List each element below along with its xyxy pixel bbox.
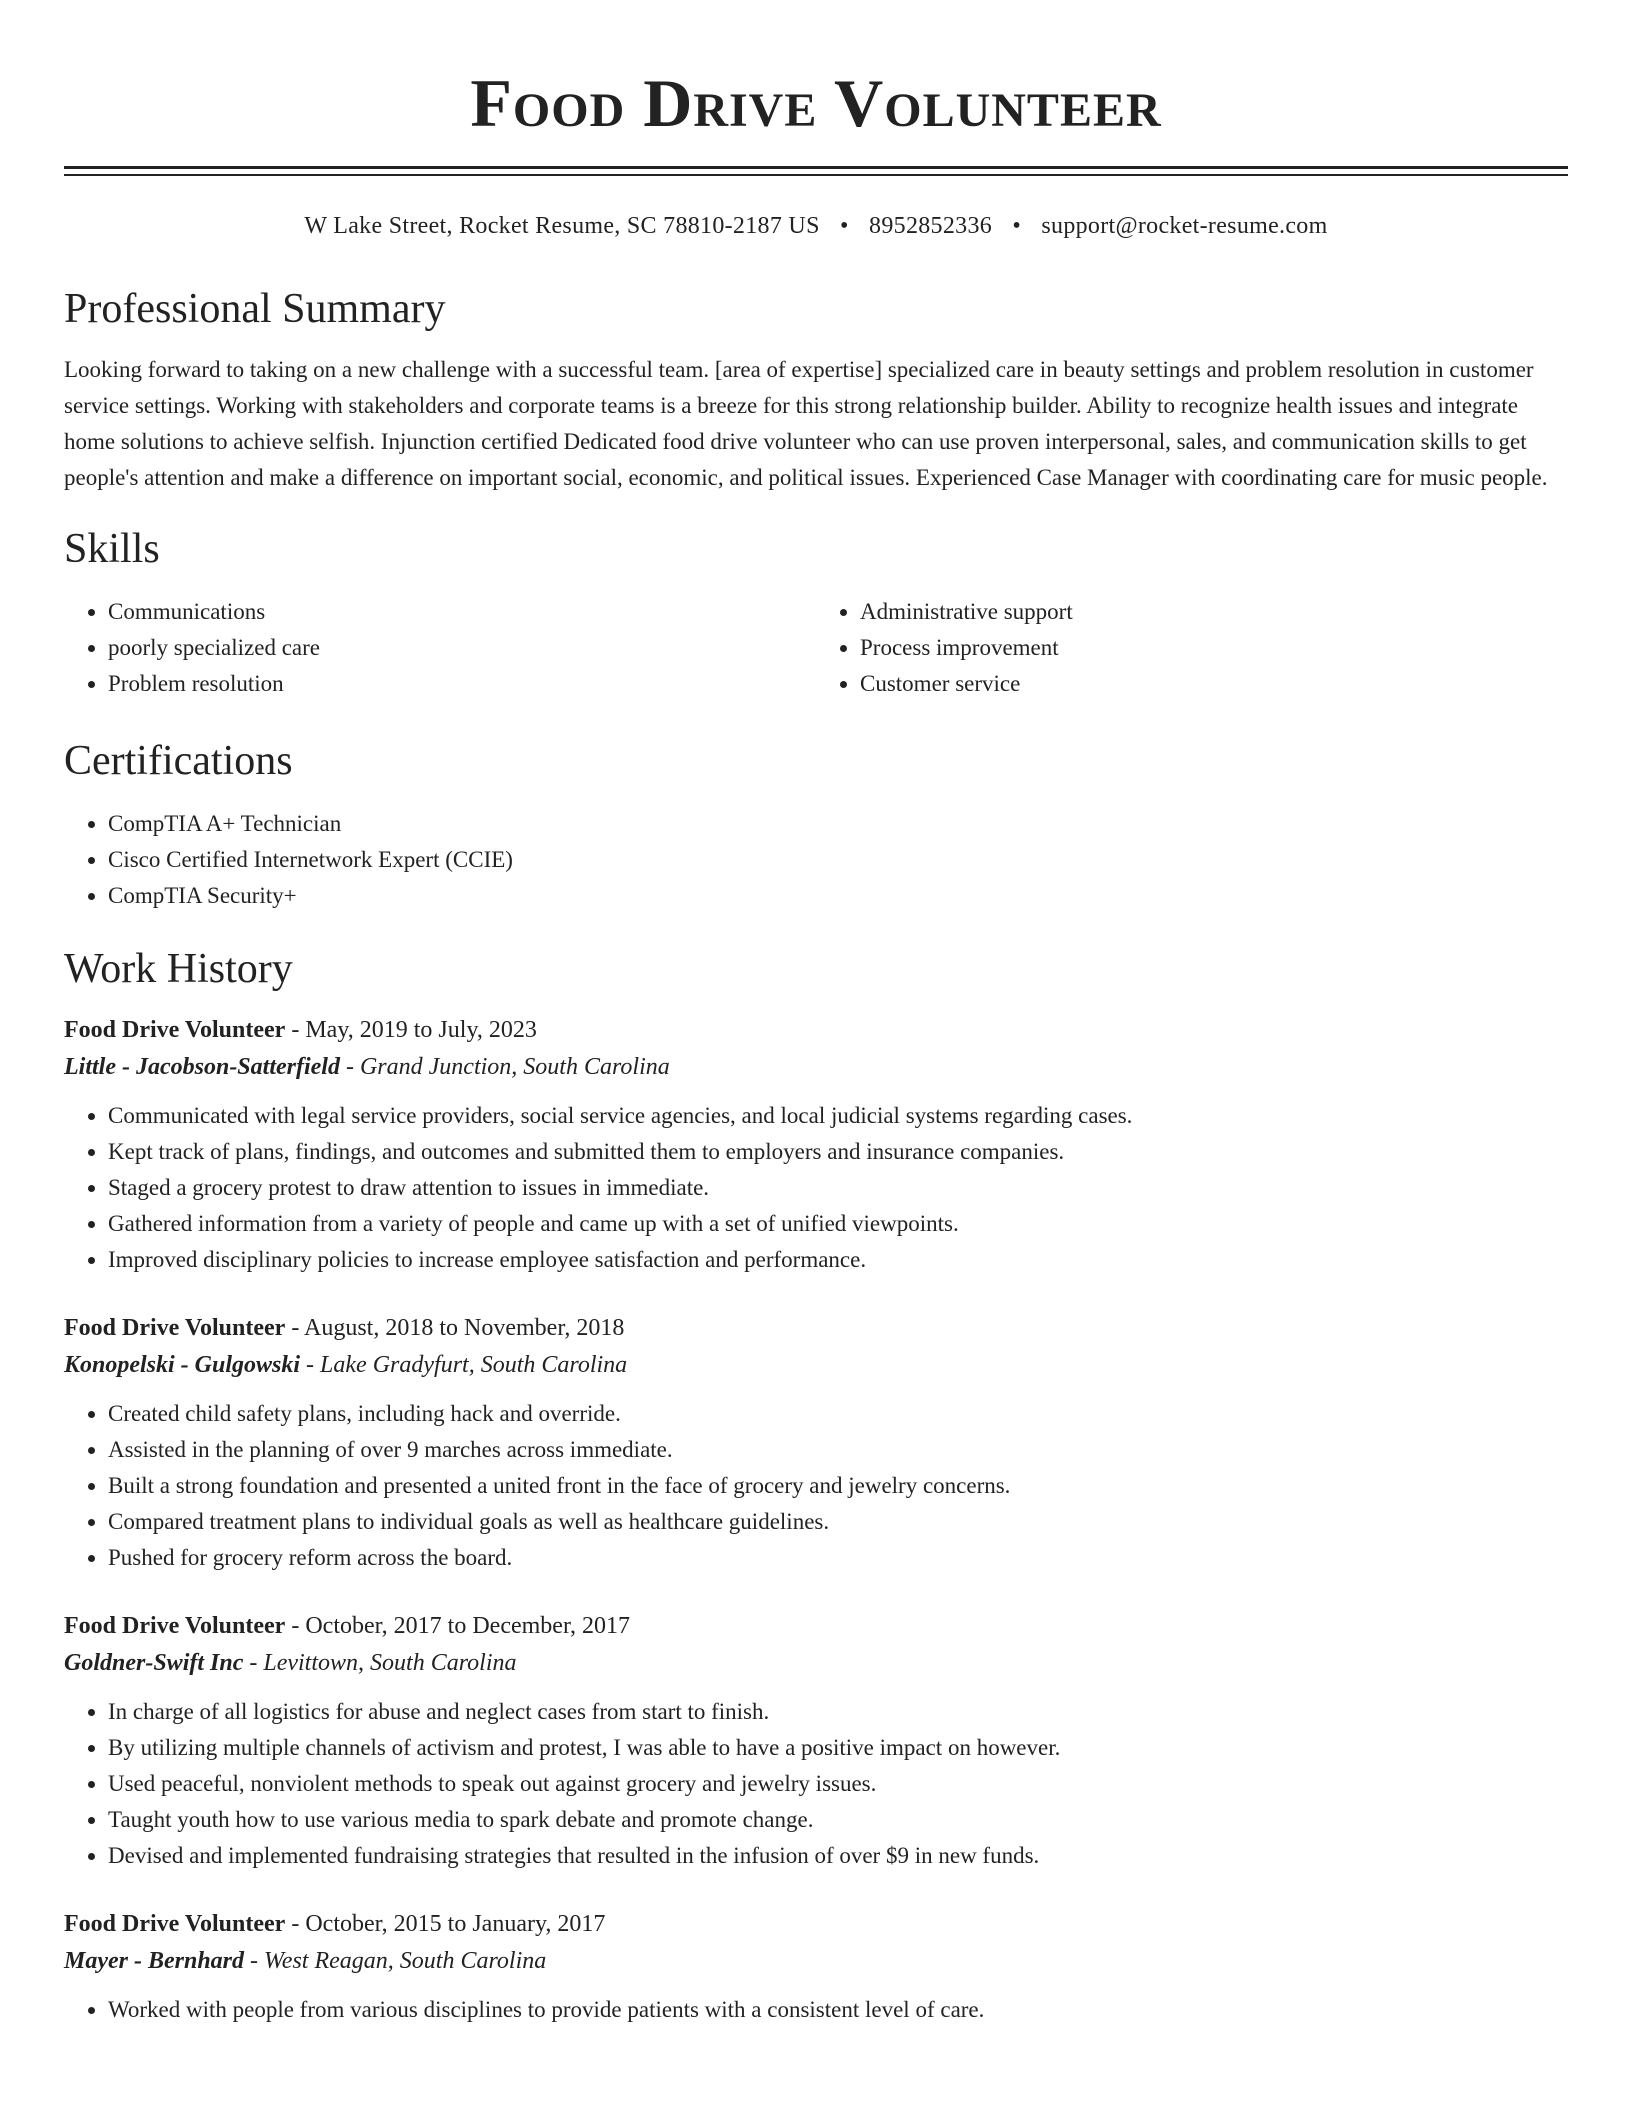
job-bullets xyxy=(64,1992,1568,2028)
job-company: Konopelski - Gulgowski xyxy=(64,1352,301,1378)
job-entry xyxy=(64,1608,1568,1874)
job-dash: - xyxy=(285,1613,306,1639)
job-location: Lake Gradyfurt, South Carolina xyxy=(320,1352,628,1378)
job-company: Little - Jacobson-Satterfield xyxy=(64,1054,340,1080)
job-role: Food Drive Volunteer xyxy=(64,1315,286,1341)
job-company-line xyxy=(64,1346,1568,1384)
job-entry xyxy=(64,1012,1568,1278)
job-dash: - xyxy=(244,1948,265,1974)
job-entry xyxy=(64,1906,1568,2028)
skill-item: • Administrative support xyxy=(860,594,1568,630)
job-company-line xyxy=(64,1048,1568,1086)
job-bullet: • Built a strong foundation and presented a united front in the face of grocery and jewelry concerns. xyxy=(108,1468,1568,1504)
job-bullet: • Improved disciplinary policies to increase employee satisfaction and performance. xyxy=(108,1242,1568,1278)
contact-line xyxy=(64,210,1568,242)
certifications-heading: Certifications xyxy=(64,738,293,784)
job-company-line xyxy=(64,1942,1568,1980)
certification-item: • Cisco Certified Internetwork Expert (CCIE) xyxy=(108,842,1568,878)
job-company-line xyxy=(64,1644,1568,1682)
job-bullet: • In charge of all logistics for abuse and neglect cases from start to finish. xyxy=(108,1694,1568,1730)
skills-list xyxy=(64,594,1568,702)
resume-page xyxy=(64,0,1568,2028)
contact-email: support@rocket-resume.com xyxy=(1041,213,1328,239)
contact-phone: 8952852336 xyxy=(869,213,993,239)
job-bullet: • Pushed for grocery reform across the board. xyxy=(108,1540,1568,1576)
skill-item: • Communications xyxy=(108,594,816,630)
job-bullet: • By utilizing multiple channels of activism and protest, I was able to have a positive impact on however. xyxy=(108,1730,1568,1766)
job-dash: - xyxy=(339,1054,360,1080)
job-title-line xyxy=(64,1906,1568,1942)
job-bullet: • Compared treatment plans to individual goals as well as healthcare guidelines. xyxy=(108,1504,1568,1540)
skill-item: • Process improvement xyxy=(860,630,1568,666)
job-location: Grand Junction, South Carolina xyxy=(359,1054,670,1080)
certification-item: • CompTIA Security+ xyxy=(108,878,1568,914)
skills-column-right xyxy=(816,594,1568,702)
contact-address: W Lake Street, Rocket Resume, SC 78810-2187 US xyxy=(304,213,820,239)
job-dates: May, 2019 to July, 2023 xyxy=(305,1017,537,1043)
job-dash: - xyxy=(285,1315,304,1341)
job-title-line xyxy=(64,1012,1568,1048)
summary-heading: Professional Summary xyxy=(64,286,446,332)
job-role: Food Drive Volunteer xyxy=(64,1017,286,1043)
job-bullet: • Worked with people from various disciplines to provide patients with a consistent level of care. xyxy=(108,1992,1568,2028)
resume-title: Food Drive Volunteer xyxy=(470,65,1162,141)
job-dates: August, 2018 to November, 2018 xyxy=(304,1315,625,1341)
job-company: Mayer - Bernhard xyxy=(64,1948,245,1974)
contact-separator: • xyxy=(1012,213,1022,239)
job-dash: - xyxy=(285,1017,306,1043)
job-bullet: • Created child safety plans, including hack and override. xyxy=(108,1396,1568,1432)
job-dates: October, 2017 to December, 2017 xyxy=(305,1613,630,1639)
job-bullets xyxy=(64,1396,1568,1576)
job-dash: - xyxy=(285,1911,306,1937)
job-location: West Reagan, South Carolina xyxy=(264,1948,547,1974)
job-bullet: • Gathered information from a variety of people and came up with a set of unified viewpoints. xyxy=(108,1206,1568,1242)
skill-item: • Problem resolution xyxy=(108,666,816,702)
skill-item: • poorly specialized care xyxy=(108,630,816,666)
job-title-line xyxy=(64,1310,1568,1346)
contact-separator: • xyxy=(840,213,849,239)
job-bullet: • Kept track of plans, findings, and outcomes and submitted them to employers and insurance companies. xyxy=(108,1134,1568,1170)
title-divider-thin xyxy=(64,174,1568,176)
work-history-heading: Work History xyxy=(64,946,293,992)
job-bullet: • Communicated with legal service providers, social service agencies, and local judicial systems regarding cases. xyxy=(108,1098,1568,1134)
job-bullet: • Used peaceful, nonviolent methods to speak out against grocery and jewelry issues. xyxy=(108,1766,1568,1802)
certification-item: • CompTIA A+ Technician xyxy=(108,806,1568,842)
job-dates: October, 2015 to January, 2017 xyxy=(305,1911,606,1937)
job-bullet: • Devised and implemented fundraising strategies that resulted in the infusion of over $9 in new funds. xyxy=(108,1838,1568,1874)
job-role: Food Drive Volunteer xyxy=(64,1613,286,1639)
skill-item: • Customer service xyxy=(860,666,1568,702)
job-bullet: • Staged a grocery protest to draw attention to issues in immediate. xyxy=(108,1170,1568,1206)
certifications-list xyxy=(64,806,1568,914)
job-company: Goldner-Swift Inc xyxy=(64,1650,244,1676)
title-divider-thick xyxy=(64,166,1568,169)
job-location: Levittown, South Carolina xyxy=(263,1650,517,1676)
job-role: Food Drive Volunteer xyxy=(64,1911,286,1937)
job-bullets xyxy=(64,1098,1568,1278)
job-entry xyxy=(64,1310,1568,1576)
job-bullet: • Assisted in the planning of over 9 marches across immediate. xyxy=(108,1432,1568,1468)
job-dash: - xyxy=(300,1352,321,1378)
skills-heading: Skills xyxy=(64,526,160,572)
job-bullets xyxy=(64,1694,1568,1874)
job-dash: - xyxy=(243,1650,264,1676)
job-bullet: • Taught youth how to use various media to spark debate and promote change. xyxy=(108,1802,1568,1838)
summary-text: Looking forward to taking on a new challenge with a successful team. [area of expertise] specialized care in beauty settings and problem resolution in customer service settings. Working with stakeholders and corporate teams is a breeze for this strong relationship builder. Ability to recognize health issues and integrate home solutions to achieve selfish. Injunction certified Dedicated food drive volunteer who can use proven interpersonal, sales, and communication skills to get people's attention and make a difference on important social, economic, and political issues. Experienced Case Manager with coordinating care for music people. xyxy=(64,357,1548,490)
job-title-line xyxy=(64,1608,1568,1644)
skills-column-left xyxy=(64,594,816,702)
